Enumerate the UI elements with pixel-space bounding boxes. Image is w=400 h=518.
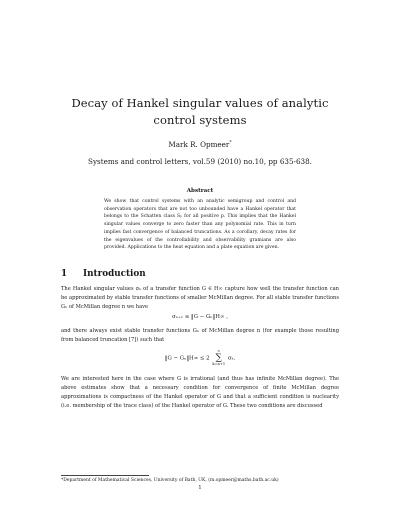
equation-1: σₙ₊₁ ≤ ‖G − Gₙ‖H∞ ,	[172, 314, 228, 320]
abstract-heading: Abstract	[186, 188, 214, 194]
sum-symbol: ∑	[215, 353, 222, 363]
author-line	[0, 140, 400, 149]
equation-2-right: σₖ.	[227, 355, 236, 362]
paragraph-2: and there always exist stable transfer functions Gₙ of McMillan degree n (for example those resulting from balanced truncation [7]) such that	[61, 328, 339, 343]
author-footnote-mark: *	[229, 140, 232, 146]
footnote-rule	[61, 475, 149, 476]
paragraph-3: We are interested here in the case where G is irrational (and thus has infinite McMillan degree). The above estimates show that a necessary condition for convergence of finite McMillan degree approximations is compactness of the Hankel operator of G and that a sufficient condition is nuclearity (i.e. membership of the trace class) of the Hankel operator of G. These two conditions are discussed	[61, 376, 339, 409]
paper-title	[60, 95, 340, 129]
author-name: Mark R. Opmeer	[168, 140, 230, 149]
section-number: 1	[61, 269, 68, 279]
abstract-text: We show that control systems with an analytic semigroup and control and observation operators that are not too unbounded have a Hankel operator that belongs to the Schatten class Sₚ for all positive p. This implies that the Hankel singular values converge to zero faster than any polynomial rate. This in turn implies fast convergence of balanced truncations. As a corollary, decay rates for the eigenvalues of the controllability and observability gramians are also provided. Applications to the heat equation and a plate equation are given.	[104, 199, 296, 251]
sum-upper-limit: ∞	[217, 349, 221, 353]
equation-2-left: ‖G − Gₙ‖H∞ ≤ 2	[164, 355, 210, 362]
summation	[212, 349, 225, 367]
paragraph-1: The Hankel singular values σₖ of a transfer function G ∈ H∞ capture how well the transfer function can be approximated by stable transfer functions of smaller McMillan degree. For all stable transfer functions Gₙ of McMillan degree n we have	[61, 286, 339, 310]
section-heading	[61, 269, 146, 279]
title-line-2: control systems	[153, 113, 247, 127]
section-title: Introduction	[83, 269, 146, 279]
citation: Systems and control letters, vol.59 (2010) no.10, pp 635-638.	[88, 157, 312, 166]
title-line-1: Decay of Hankel singular values of analytic	[71, 96, 329, 110]
page-number: 1	[198, 485, 202, 491]
equation-2	[0, 349, 400, 367]
sum-lower-limit: k=n+1	[212, 362, 226, 366]
footnote: *Department of Mathematical Sciences, University of Bath, UK, (m.opmeer@maths.bath.ac.uk)	[61, 478, 279, 483]
